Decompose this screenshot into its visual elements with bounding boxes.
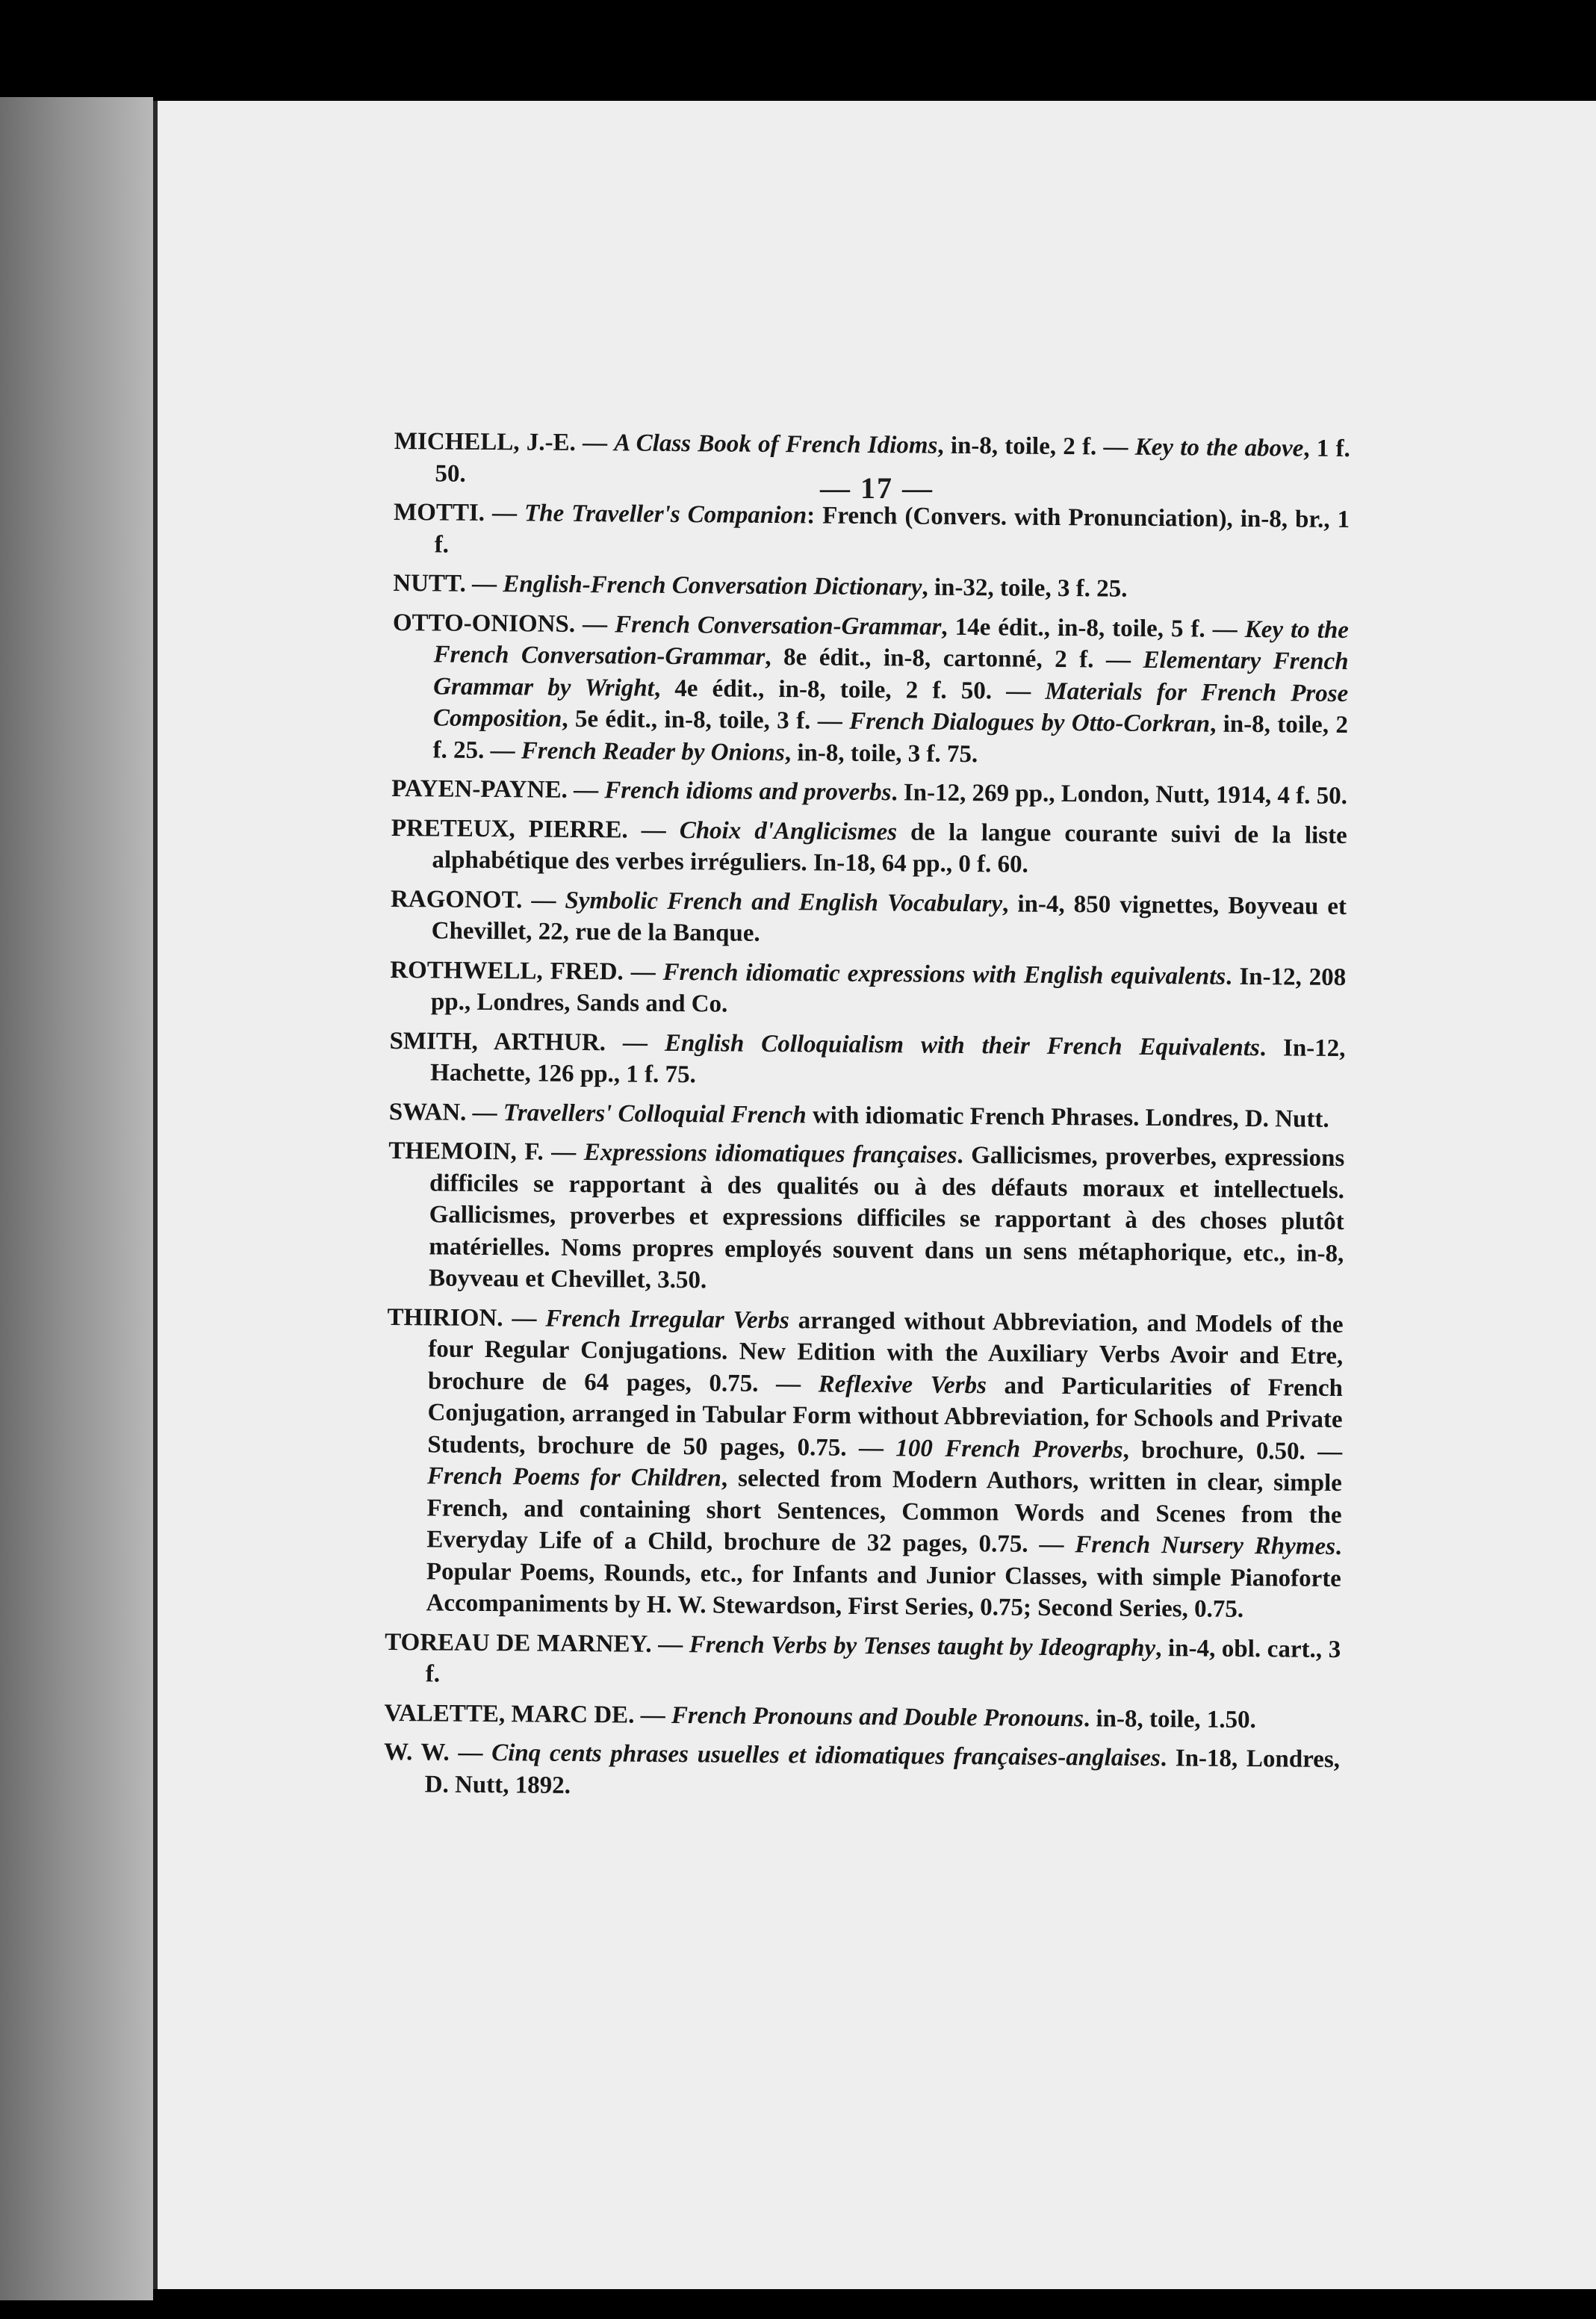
entry-title: French Irregular Verbs [545, 1305, 789, 1334]
bibliography-list [383, 426, 1350, 1815]
entry-text: — [522, 886, 565, 914]
entry-title: Elementary French Grammar by Wright [433, 646, 1349, 702]
bibliography-entry [391, 773, 1347, 813]
entry-text: . In-12, 208 pp., Londres, Sands and Co. [430, 963, 1347, 1018]
entry-text: de la langue courante suivi de la liste alphabétique des verbes irréguliers. In-18, 64 pp., 0 f. 60. [432, 818, 1347, 878]
entry-title: English-French Conversation Dictionary [503, 571, 922, 601]
entry-title: French Conversation-Grammar [615, 610, 942, 641]
entry-text: , selected from Modern Authors, written in clear, simple French, and containing short Sentences, Common Words and Scenes from the Everyday Life of a Child, brochure de 32 pages, 0.75. — [426, 1465, 1343, 1559]
entry-text: , 4e édit., in-8, toile, 2 f. 50. — [653, 674, 1046, 705]
entry-title: French Nursery Rhymes [1075, 1531, 1336, 1560]
bibliography-entry [393, 568, 1349, 607]
bibliography-entry [391, 883, 1347, 954]
entry-title: French Poems for Children [426, 1462, 721, 1492]
bibliography-entry [394, 426, 1350, 497]
entry-text: arranged without Abbreviation, and Models of the four Regular Conjugations. New Edition with the Auxiliary Verbs Avoir and Etre, brochure de 64 pages, 0.75. — [427, 1306, 1344, 1397]
entry-text: , 8e édit., in-8, cartonné, 2 f. — [765, 643, 1143, 674]
entry-author: OTTO-ONIONS. [392, 609, 576, 638]
entry-text: . in-8, toile, 1.50. [1083, 1704, 1257, 1733]
entry-title: French idiomatic expressions with English equivalents [662, 958, 1226, 990]
entry-title: 100 French Proverbs [895, 1434, 1123, 1464]
entry-text: — [575, 429, 615, 457]
entry-text: — [449, 1739, 492, 1767]
entry-title: Travellers' Colloquial French [503, 1099, 807, 1129]
entry-text: . In-18, Londres, D. Nutt, 1892. [424, 1745, 1341, 1799]
entry-text: — [567, 776, 605, 804]
entry-author: PRETEUX, PIERRE. [391, 814, 628, 843]
entry-text: — [623, 957, 663, 986]
bibliography-entry [389, 1025, 1346, 1096]
entry-text: . In-12, 269 pp., London, Nutt, 1914, 4 f. 50. [891, 779, 1348, 810]
entry-title: Key to the above [1134, 433, 1304, 462]
entry-author: SMITH, ARTHUR. [389, 1027, 606, 1056]
entry-title: Choix d'Anglicismes [679, 816, 898, 845]
bibliography-entry [385, 1626, 1341, 1697]
bibliography-entry [384, 1736, 1341, 1807]
entry-text: — [503, 1304, 546, 1332]
entry-author: RAGONOT. [390, 885, 523, 913]
entry-title: The Traveller's Companion [524, 500, 807, 530]
entry-text: , 5e édit., in-8, toile, 3 f. — [562, 705, 850, 735]
entry-title: French Dialogues by Otto-Corkran [849, 707, 1211, 738]
entry-text: . In-12, Hachette, 126 pp., 1 f. 75. [430, 1034, 1346, 1089]
bibliography-entry [394, 497, 1350, 568]
entry-text: , in-4, 850 vignettes, Boyveau et Chevillet, 22, rue de la Banque. [431, 890, 1347, 947]
bibliography-entry [384, 1697, 1340, 1736]
entry-text: . Popular Poems, Rounds, etc., for Infants and Junior Classes, with simple Pianoforte Accompaniments by H. W. Stewardson, First Series, 0.75; Second Series, 0.75. [426, 1533, 1342, 1623]
entry-text: — [543, 1138, 584, 1167]
entry-author: MOTTI. [393, 498, 485, 527]
facing-page-edge [0, 97, 153, 2300]
bibliography-entry [388, 1135, 1345, 1302]
entry-text: — [605, 1028, 665, 1057]
entry-author: W. W. [383, 1738, 450, 1766]
entry-author: TOREAU DE MARNEY. [385, 1628, 652, 1658]
bibliography-entry [391, 812, 1347, 883]
entry-text: — [651, 1630, 689, 1658]
entry-text: , in-32, toile, 3 f. 25. [922, 574, 1128, 603]
entry-text: and Particularities of French Conjugation, arranged in Tabular Form without Abbreviation, for Schools and Private Students, brochure de 50 pages, 0.75. — [427, 1371, 1344, 1462]
entry-text: : French (Convers. with Pronunciation), in-8, br., 1 f. [434, 502, 1350, 559]
entry-author: PAYEN-PAYNE. [391, 774, 568, 804]
entry-title: Expressions idiomatiques françaises [583, 1139, 957, 1169]
entry-text: , in-8, toile, 2 f. — [937, 432, 1135, 461]
bibliography-entry [389, 1096, 1345, 1135]
entry-text: , 14e édit., in-8, toile, 5 f. — [941, 613, 1245, 643]
entry-text: — [634, 1701, 672, 1729]
entry-title: A Class Book of French Idioms [614, 429, 938, 459]
entry-author: SWAN. [388, 1098, 467, 1126]
entry-title: French Reader by Onions [521, 736, 785, 766]
entry-author: MICHELL, J.-E. [394, 427, 576, 456]
entry-text: , brochure, 0.50. — [1123, 1436, 1343, 1465]
entry-text: — [466, 1099, 504, 1126]
entry-text: , 1 f. 50. [435, 435, 1350, 488]
entry-title: French idioms and proverbs [604, 777, 892, 807]
entry-title: Symbolic French and English Vocabulary [565, 887, 1003, 917]
entry-title: Reflexive Verbs [818, 1370, 987, 1399]
entry-text: , in-8, toile, 2 f. 25. — [432, 710, 1349, 764]
entry-text: , in-8, toile, 3 f. 75. [784, 739, 978, 768]
entry-title: English Colloquialism with their French Equivalents [664, 1029, 1260, 1061]
entry-title: Key to the French Conversation-Grammar [433, 615, 1350, 671]
entry-text: , in-4, obl. cart., 3 f. [425, 1634, 1341, 1688]
entry-text: — [574, 610, 615, 638]
entry-title: French Pronouns and Double Pronouns [671, 1701, 1084, 1732]
entry-title: Cinq cents phrases usuelles et idiomatiques françaises-anglaises [491, 1739, 1161, 1772]
entry-author: VALETTE, MARC DE. [384, 1699, 635, 1729]
entry-author: ROTHWELL, FRED. [390, 956, 624, 985]
entry-author: NUTT. [393, 569, 466, 597]
bibliography-entry [391, 606, 1349, 773]
bibliography-entry [390, 954, 1347, 1025]
page-number: — 17 — [820, 471, 934, 505]
entry-text: — [627, 816, 680, 844]
entry-text: . Gallicismes, proverbes, expressions difficiles se rapportant à des qualités ou à des défauts moraux et intellectuels. Gallicismes, proverbes et expressions difficiles se rapportant à des choses plutôt matérielles. Noms propres employés souvent dans un sens métaphorique, etc., in-8, Boyveau et Chevillet, 3.50. [428, 1141, 1345, 1294]
entry-title: French Verbs by Tenses taught by Ideography [689, 1630, 1156, 1662]
entry-title: Materials for French Prose Composition [432, 677, 1349, 733]
entry-text: — [465, 570, 503, 598]
entry-text: with idiomatic French Phrases. Londres, D. Nutt. [806, 1101, 1329, 1133]
entry-author: THIRION. [387, 1303, 503, 1332]
bibliography-entry [385, 1301, 1343, 1626]
entry-author: THEMOIN, F. [388, 1137, 544, 1166]
entry-text: — [484, 499, 525, 527]
